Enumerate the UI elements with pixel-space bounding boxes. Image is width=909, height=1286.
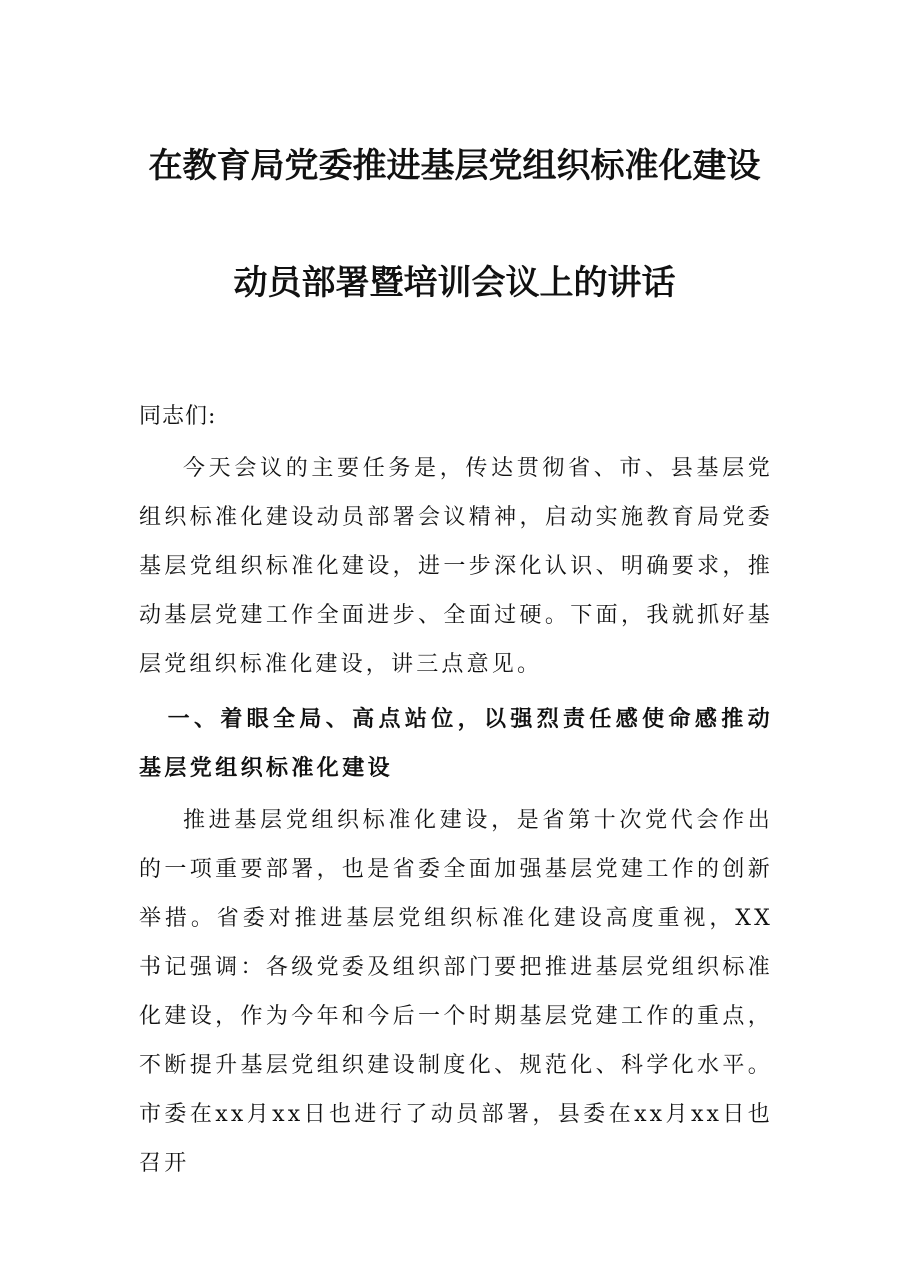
document-title-line-1: 在教育局党委推进基层党组织标准化建设 xyxy=(148,146,761,186)
salutation: 同志们: xyxy=(139,404,217,429)
paragraph-intro: 今天会议的主要任务是，传达贯彻省、市、县基层党组织标准化建设动员部署会议精神，启动实施教育局党委基层党组织标准化建设，进一步深化认识、明确要求，推动基层党建工作全面进步、全面过硬。下面，我就抓好基层党组织标准化建设，讲三点意见。 xyxy=(139,456,773,677)
section-heading-1: 一、着眼全局、高点站位，以强烈责任感使命感推动基层党组织标准化建设 xyxy=(139,707,773,781)
document-title-line-2: 动员部署暨培训会议上的讲话 xyxy=(233,263,676,303)
document-body xyxy=(139,392,773,1188)
paragraph-section-1: 推进基层党组织标准化建设，是省第十次党代会作出的一项重要部署，也是省委全面加强基层党建工作的创新举措。省委对推进基层党组织标准化建设高度重视，XX书记强调：各级党委及组织部门要把推进基层党组织标准化建设，作为今年和今后一个时期基层党建工作的重点，不断提升基层党组织建设制度化、规范化、科学化水平。市委在xx月xx日也进行了动员部署，县委在xx月xx日也召开 xyxy=(139,808,773,1176)
